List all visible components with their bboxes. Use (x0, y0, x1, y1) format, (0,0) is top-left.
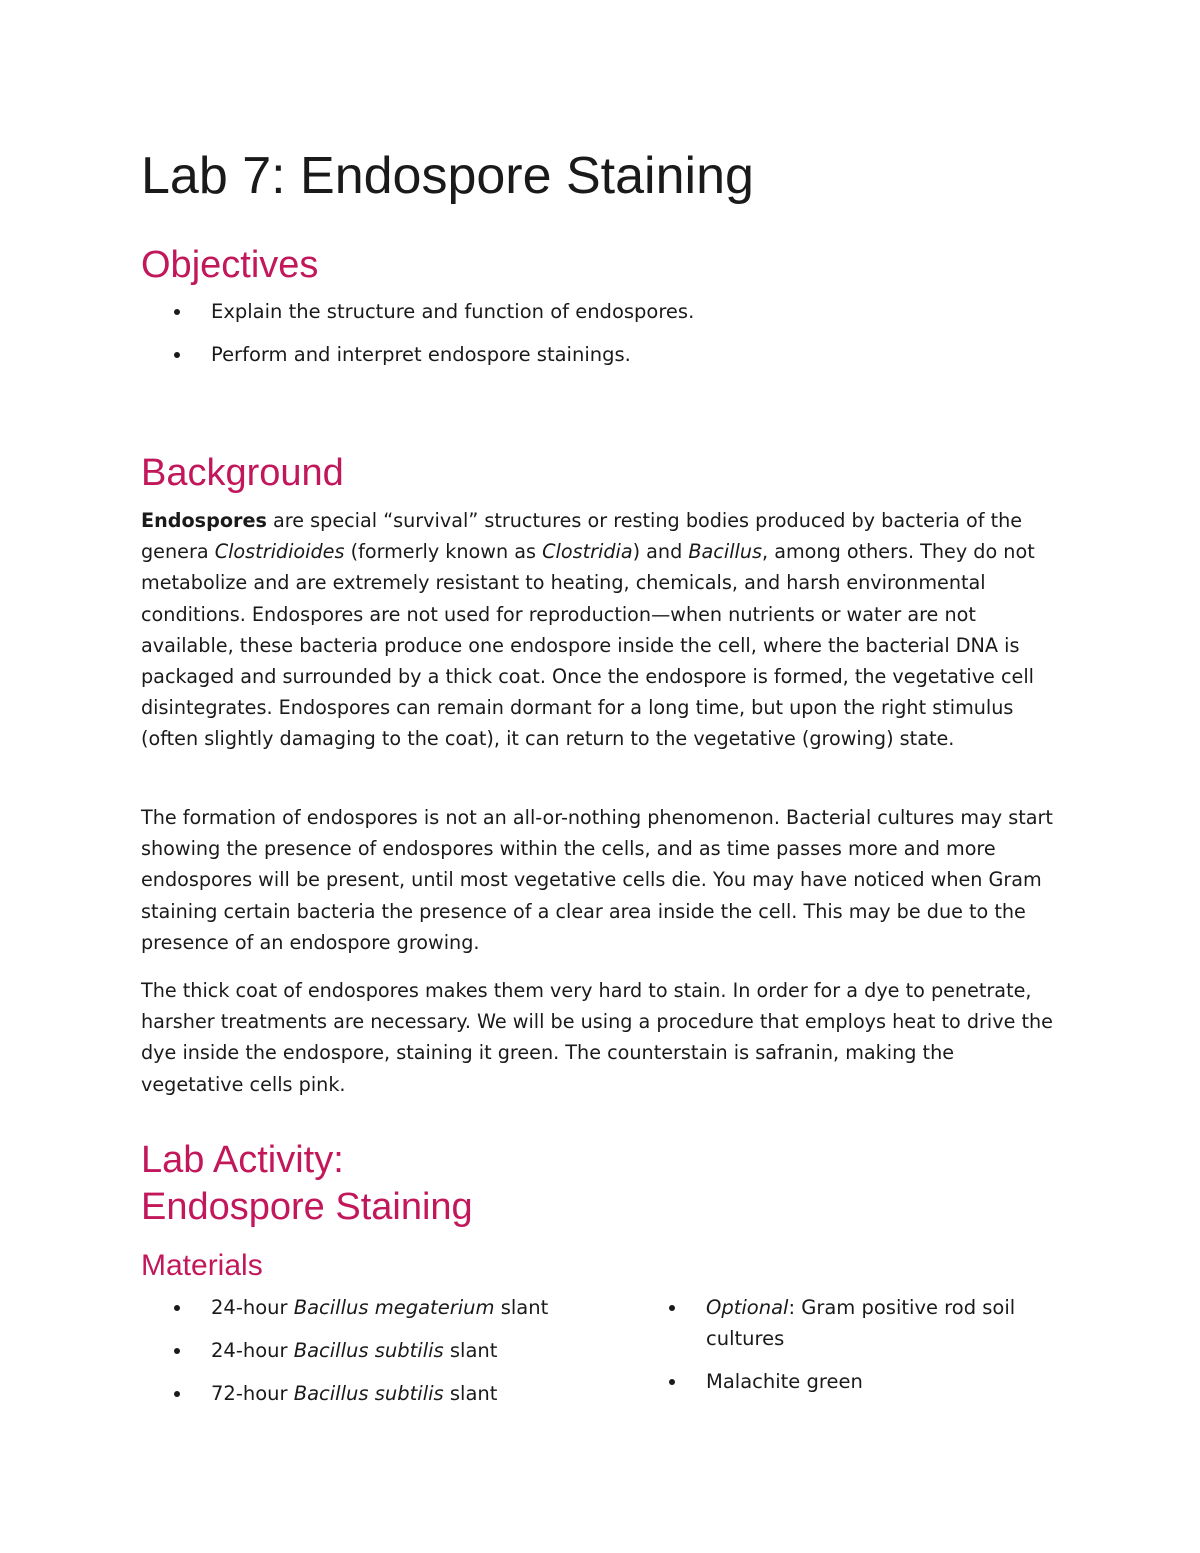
text-run: 24-hour (211, 1296, 294, 1319)
italic-term: Clostridioides (214, 540, 345, 564)
bullet-icon (174, 309, 180, 315)
background-paragraph-2: The formation of endospores is not an all-or-nothing phenomenon. Bacterial cultures may start showing the presence of endospores within the cells, and as time passes more and more endospores will be present, until most vegetative cells die. You may have noticed when Gram staining certain bacteria the presence of a clear area inside the cell. This may be due to the presence of an endospore growing. (141, 806, 1053, 954)
text-run: Malachite green (706, 1370, 863, 1393)
background-paragraph-3: The thick coat of endospores makes them very hard to stain. In order for a dye to penetrate, harsher treatments are necessary. We will be using a procedure that employs heat to drive the dye inside the endospore, staining it green. The counterstain is safranin, making the vegetative cells pink. (141, 979, 1053, 1096)
italic-term: Bacillus subtilis (293, 1339, 444, 1362)
objective-text: Perform and interpret endospore stainings. (211, 343, 631, 366)
materials-heading: Materials (141, 1249, 263, 1282)
text-run: : Gram positive rod soil cultures (706, 1296, 1016, 1350)
italic-term: Optional (706, 1296, 789, 1319)
text-run: slant (443, 1382, 498, 1405)
bold-term: Endospores (141, 509, 267, 532)
bullet-icon (174, 1391, 180, 1397)
text-run: slant (494, 1296, 549, 1319)
text-run: slant (443, 1339, 498, 1362)
list-item (636, 1366, 1056, 1397)
objectives-heading: Objectives (141, 244, 319, 286)
list-item (141, 1335, 581, 1366)
background-paragraph-1 (141, 505, 1061, 755)
list-item (636, 1292, 1056, 1354)
italic-term: Bacillus subtilis (293, 1382, 444, 1405)
page-title: Lab 7: Endospore Staining (141, 147, 754, 205)
background-heading: Background (141, 452, 344, 494)
bullet-icon (174, 1348, 180, 1354)
bullet-icon (174, 1305, 180, 1311)
list-item (141, 1292, 581, 1323)
text-run: 72-hour (211, 1382, 294, 1405)
list-item (141, 339, 1061, 370)
materials-list-right (636, 1292, 1056, 1409)
italic-term: Bacillus (688, 540, 763, 564)
objectives-list (141, 296, 1061, 382)
list-item (141, 1378, 581, 1409)
materials-list-left (141, 1292, 581, 1421)
bullet-icon (174, 352, 180, 358)
bullet-icon (669, 1305, 675, 1311)
text-run: 24-hour (211, 1339, 294, 1362)
italic-term: Clostridia (542, 540, 633, 564)
text-run: are special “survival” structures or resting bodies produced by bacteria of the genera (141, 509, 1023, 564)
lab-activity-heading-line1: Lab Activity: (141, 1139, 344, 1181)
text-run: ) and (632, 540, 689, 564)
text-run: (formerly known as (344, 540, 543, 564)
lab-activity-heading-line2: Endospore Staining (141, 1186, 473, 1228)
italic-term: Bacillus megaterium (293, 1296, 495, 1319)
objective-text: Explain the structure and function of endospores. (211, 300, 695, 323)
text-run: , among others. They do not metabolize and are extremely resistant to heating, chemicals, and harsh environmental conditions. Endospores are not used for reproduction—when nutrients or water are not available, these bacteria produce one endospore inside the cell, where the bacterial DNA is packaged and surrounded by a thick coat. Once the endospore is formed, the vegetative cell disintegrates. Endospores can remain dormant for a long time, but upon the right stimulus (often slightly damaging to the coat), it can return to the vegetative (growing) state. (141, 540, 1035, 751)
list-item (141, 296, 1061, 327)
bullet-icon (669, 1379, 675, 1385)
